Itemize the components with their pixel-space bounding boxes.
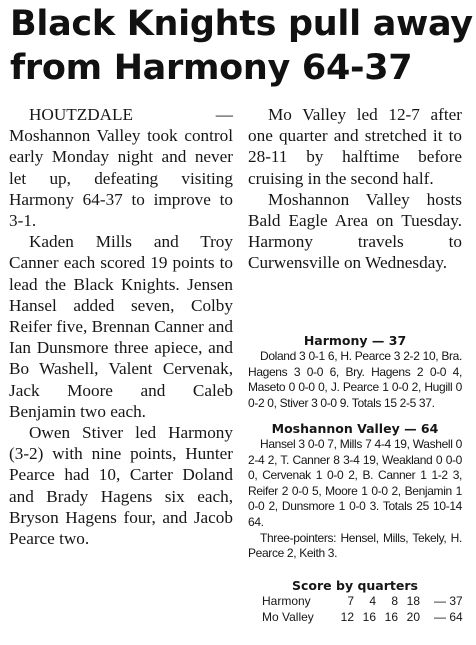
quarter-score: 18: [406, 594, 420, 608]
headline-line-1: Black Knights pull away: [10, 4, 473, 44]
team-name: Mo Valley: [262, 609, 314, 624]
article-paragraph: Mo Valley led 12-7 after one quarter and stretched it to 28-11 by halftime before cruising in the second half.: [248, 105, 462, 188]
boxscore-harmony-body: Doland 3 0-1 6, H. Pearce 3 2-2 10, Bra. Hagens 3 0-0 6, Bry. Hagens 2 0-0 4, Maseto 0 0-0 0, J. Pearce 1 0-0 2, Hugill 0 0-2 0, Stiver 3 0-0 9. Totals 15 2-5 37.: [248, 349, 462, 410]
article-column-left: [9, 104, 233, 549]
article-paragraph: HOUTZDALE — Moshannon Valley took control early Monday night and never let up, defeating visiting Harmony 64-37 to improve to 3-1.: [9, 105, 233, 231]
article-paragraph: Owen Stiver led Harmony (3-2) with nine points, Hunter Pearce had 10, Carter Doland and Brady Hagens six each, Bryson Hagens four, and Jacob Pearce two.: [9, 423, 233, 549]
table-row: [262, 610, 463, 626]
total-score: — 64: [434, 609, 463, 624]
boxscore-movalley: [248, 421, 462, 562]
quarter-score: 8: [391, 594, 398, 608]
boxscore-movalley-title: Moshannon Valley — 64: [271, 421, 439, 436]
boxscore-three-pointers: Three-pointers: Hensel, Mills, Tekely, H. Pearce 2, Keith 3.: [248, 530, 462, 561]
total-score: — 37: [434, 594, 463, 608]
boxscore-harmony-title: Harmony — 37: [303, 333, 407, 348]
boxscore-movalley-body: Hansel 3 0-0 7, Mills 7 4-4 19, Washell 0 2-4 2, T. Canner 8 3-4 19, Weakland 0 0-0 0, Cervenak 1 0-0 2, B. Canner 1 1-2 3, Reifer 2 0-0 5, Moore 1 0-0 2, Benjamin 1 0-0 2, Dunsmore 1 0-0 3. Totals 25 10-14 64.: [248, 437, 462, 529]
table-row: [262, 594, 463, 610]
article-column-right: [248, 104, 462, 274]
quarter-score: 16: [384, 609, 398, 624]
article-paragraph: Kaden Mills and Troy Canner each scored 19 points to lead the Black Knights. Jensen Hansel added seven, Colby Reifer five, Brennan Canner and Ian Dunsmore three apiece, and Bo Washell, Valent Cervenak, Jack Moore and Caleb Benjamin two each.: [9, 232, 233, 421]
quarter-score: 16: [362, 609, 376, 624]
quarter-score: 7: [347, 594, 354, 608]
boxscore-harmony: [248, 333, 462, 411]
headline: [10, 2, 473, 90]
team-name: Harmony: [262, 594, 311, 608]
score-by-quarters-table: [262, 594, 463, 625]
quarter-score: 20: [406, 609, 420, 624]
quarter-score: 4: [369, 594, 376, 608]
headline-line-2: from Harmony 64-37: [10, 48, 413, 88]
article-paragraph: Moshannon Valley hosts Bald Eagle Area on Tuesday. Harmony travels to Curwensville on Wednesday.: [248, 189, 462, 273]
quarter-score: 12: [340, 609, 354, 624]
score-by-quarters-title: Score by quarters: [292, 578, 418, 593]
